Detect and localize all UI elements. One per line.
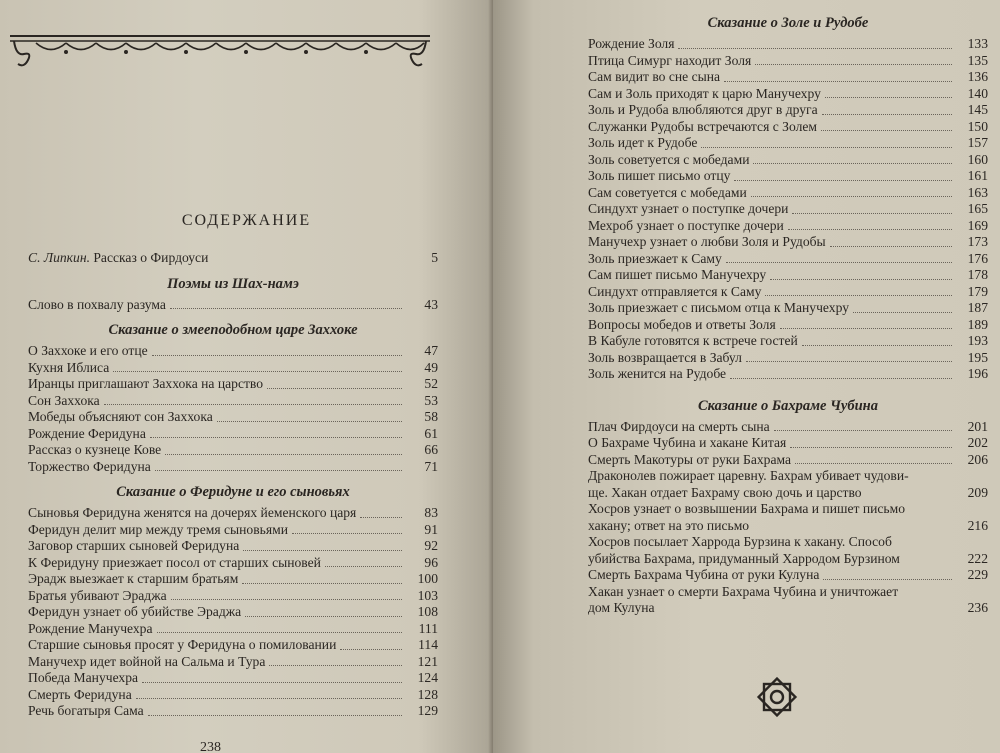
dot-leader [823, 579, 952, 580]
entry-title: Золь приезжает к Саму [588, 250, 722, 266]
dot-leader [701, 147, 952, 148]
toc-entry [588, 102, 988, 119]
toc-entry [588, 69, 988, 86]
entry-title: Плач Фирдоуси на смерть сына [588, 418, 770, 434]
dot-leader [753, 163, 952, 164]
page-number: 179 [967, 283, 988, 299]
entry-title-line: Хакан узнает о смерти Бахрама Чубина и уничтожает [588, 583, 899, 599]
page-number: 43 [424, 296, 438, 312]
toc-entry [28, 621, 438, 638]
entry-title: Смерть Бахрама Чубина от руки Кулуна [588, 567, 820, 582]
right-page [493, 0, 1000, 753]
dot-leader [678, 48, 952, 49]
dot-leader [325, 566, 402, 567]
section-subheading: Сказание о Бахраме Чубина [698, 397, 878, 414]
toc-entry [588, 317, 988, 334]
entry-title-line: Хосров узнает о возвышении Бахрама и пишет письмо [588, 501, 906, 516]
toc-entry [28, 343, 438, 360]
entry-title: Синдухт отправляется к Саму [588, 283, 762, 299]
page-number: 133 [967, 36, 988, 51]
page-number: 229 [967, 567, 988, 582]
page-number: 145 [967, 102, 988, 117]
toc-entry [28, 376, 438, 393]
toc-entry [28, 654, 438, 671]
toc-entry [588, 185, 988, 202]
page-number: 121 [417, 653, 438, 669]
entry-title: Манучехр идет войной на Сальма и Тура [28, 653, 266, 669]
toc-entry [588, 435, 988, 452]
dot-leader [770, 279, 952, 280]
entry-title: Заговор старших сыновей Феридуна [28, 538, 240, 553]
dot-leader [755, 64, 952, 65]
toc-entry [28, 459, 438, 476]
dot-leader [795, 463, 952, 464]
page-number: 169 [967, 217, 988, 233]
entry-title: Братья убивают Эраджа [28, 587, 167, 603]
dot-leader [726, 262, 952, 263]
dot-leader [170, 308, 402, 309]
entry-title: Птица Симург находит Золя [588, 52, 752, 68]
entry-title-line: хакану; ответ на это письмо [588, 517, 750, 533]
page-number: 108 [417, 604, 438, 619]
entry-title: В Кабуле готовятся к встрече гостей [588, 333, 798, 348]
page-number: 96 [424, 554, 438, 570]
toc-entry [28, 505, 438, 522]
page-number: 165 [967, 201, 988, 216]
dot-leader [152, 355, 402, 356]
toc-entry [588, 333, 988, 350]
dot-leader [780, 328, 952, 329]
toc-entry [28, 409, 438, 426]
page-number: 236 [967, 600, 988, 615]
toc-entry [28, 604, 438, 621]
entry-title: Сам и Золь приходят к царю Манучехру [588, 85, 821, 101]
toc-entry [588, 567, 988, 584]
page-number: 49 [424, 359, 438, 375]
page-number: 193 [967, 333, 988, 348]
page-number: 47 [424, 343, 438, 358]
page-number: 187 [967, 300, 988, 315]
page-number: 136 [967, 69, 988, 84]
entry-title: Кухня Иблиса [28, 359, 110, 375]
toc-entry [588, 86, 988, 103]
knot-ornament-icon [754, 674, 800, 720]
ornament-border-icon [6, 30, 434, 74]
page-number: 150 [967, 118, 988, 134]
page-number: 111 [418, 620, 438, 636]
toc-entry [28, 360, 438, 377]
page-number: 201 [967, 418, 988, 434]
dot-leader [774, 430, 952, 431]
section-subheading: Поэмы из Шах-намэ [167, 275, 299, 292]
entry-title: К Феридуну приезжает посол от старших сыновей [28, 554, 321, 570]
toc-entry [588, 168, 988, 185]
page-number: 71 [424, 458, 438, 474]
dot-leader [155, 470, 402, 471]
page-number: 92 [424, 538, 438, 553]
dot-leader [171, 599, 402, 600]
entry-title: Золь пишет письмо отцу [588, 168, 731, 183]
page-number: 189 [967, 316, 988, 332]
toc-entry [588, 135, 988, 152]
toc-entry [28, 670, 438, 687]
dot-leader [142, 682, 402, 683]
dot-leader [730, 378, 952, 379]
toc-entry [588, 366, 988, 383]
page-number: 53 [424, 392, 438, 408]
entry-title-line: ще. Хакан отдает Бахраму свою дочь и царство [588, 484, 862, 500]
page-number: 5 [431, 250, 438, 265]
contents-heading: СОДЕРЖАНИЕ [181, 212, 312, 229]
dot-leader [822, 114, 952, 115]
toc-entry [28, 555, 438, 572]
page-number: 222 [967, 550, 988, 566]
dot-leader [792, 213, 952, 214]
dot-leader [830, 246, 952, 247]
entry-title: Золь возвращается в Забул [588, 349, 742, 365]
entry-title: Золь женится на Рудобе [588, 366, 727, 381]
page-number: 176 [967, 250, 988, 266]
toc-entry [28, 637, 438, 654]
toc-entry [588, 300, 988, 317]
entry-title: Мехроб узнает о поступке дочери [588, 217, 784, 233]
page-number: 129 [417, 703, 438, 718]
entry-title: О Заххоке и его отце [28, 343, 148, 358]
dot-leader [104, 404, 402, 405]
toc-entry [588, 468, 988, 501]
page-number: 173 [967, 234, 988, 249]
dot-leader [340, 649, 402, 650]
entry-title-line: Хосров посылает Харрода Бурзина к хакану. Способ [588, 534, 892, 549]
left-page [0, 0, 493, 753]
entry-title-line: убийства Бахрама, придуманный Харродом Бурзином [588, 550, 900, 566]
dot-leader [267, 388, 402, 389]
toc-entry [28, 703, 438, 720]
toc-entry [588, 284, 988, 301]
dot-leader [165, 454, 402, 455]
entry-title: Мобеды объясняют сон Заххока [28, 409, 213, 424]
section-subheading: Сказание о змееподобном царе Заххоке [108, 322, 358, 338]
toc-entry [588, 452, 988, 469]
entry-title: Сыновья Феридуна женятся на дочерях йеменского царя [28, 505, 357, 520]
entry-title: Рассказ о Фирдоуси [93, 250, 209, 265]
toc-entry [588, 201, 988, 218]
dot-leader [853, 312, 952, 313]
entry-title-line: дом Кулуна [588, 600, 655, 615]
page-number: 157 [967, 135, 988, 150]
entry-title: Золь советуется с мобедами [588, 151, 750, 167]
page-number: 209 [967, 484, 988, 500]
page-number: 58 [424, 409, 438, 424]
page-number: 195 [967, 349, 988, 365]
entry-title: О Бахраме Чубина и хакане Китая [588, 435, 787, 450]
toc-entry [28, 588, 438, 605]
toc-entry [28, 538, 438, 555]
entry-title: Манучехр узнает о любви Золя и Рудобы [588, 234, 826, 249]
section-subheading: Сказание о Феридуне и его сыновьях [116, 484, 350, 500]
entry-title-line: Драконолев пожирает царевну. Бахрам убивает чудови- [588, 468, 909, 483]
toc-entry [588, 251, 988, 268]
page-number: 202 [967, 435, 988, 450]
toc-entry [588, 53, 988, 70]
page-number: 103 [417, 587, 438, 603]
dot-leader [269, 665, 402, 666]
toc-entry [588, 501, 988, 534]
entry-title: Рождение Манучехра [28, 620, 153, 636]
toc-entry [28, 250, 438, 267]
page-number: 216 [967, 517, 988, 533]
page-number: 160 [967, 151, 988, 167]
page-number: 206 [967, 451, 988, 467]
page-number: 140 [967, 85, 988, 101]
dot-leader [821, 130, 952, 131]
dot-leader [157, 632, 402, 633]
entry-title: Эрадж выезжает к старшим братьям [28, 571, 239, 586]
entry-title: Смерть Феридуна [28, 686, 132, 702]
dot-leader [724, 81, 952, 82]
page-number: 128 [417, 686, 438, 702]
toc-entry [28, 571, 438, 588]
page-number: 66 [424, 442, 438, 457]
page-number: 124 [417, 670, 438, 685]
toc-entry [588, 119, 988, 136]
entry-title: Золь и Рудоба влюбляются друг в друга [588, 102, 818, 117]
dot-leader [825, 97, 952, 98]
toc-entry [588, 218, 988, 235]
toc-left [28, 250, 438, 720]
page-number: 161 [967, 168, 988, 183]
entry-title: Феридун делит мир между тремя сыновьями [28, 521, 288, 537]
page-number: 178 [967, 267, 988, 282]
dot-leader [751, 196, 952, 197]
entry-title: Победа Манучехра [28, 670, 139, 685]
entry-title: Золь идет к Рудобе [588, 135, 698, 150]
entry-title: Сон Заххока [28, 392, 100, 408]
section-subheading: Сказание о Золе и Рудобе [707, 15, 869, 31]
page-number: 61 [424, 425, 438, 441]
toc-entry [28, 297, 438, 314]
entry-title: Феридун узнает об убийстве Эраджа [28, 604, 242, 619]
entry-title: Иранцы приглашают Заххока на царство [28, 376, 264, 391]
entry-title: Торжество Феридуна [28, 458, 151, 474]
dot-leader [746, 361, 952, 362]
author-name: С. Липкин. [28, 250, 90, 265]
page-number: 135 [967, 52, 988, 68]
toc-entry [28, 522, 438, 539]
entry-title: Слово в похвалу разума [28, 296, 166, 312]
entry-title: Сам видит во сне сына [588, 69, 721, 84]
page-number: 163 [967, 184, 988, 200]
toc-entry [588, 584, 988, 617]
dot-leader [113, 371, 402, 372]
dot-leader [217, 421, 402, 422]
dot-leader [734, 180, 952, 181]
entry-title: Рассказ о кузнеце Кове [28, 442, 162, 457]
page-number: 91 [424, 521, 438, 537]
dot-leader [150, 437, 402, 438]
entry-title: Рождение Золя [588, 36, 675, 51]
dot-leader [788, 229, 952, 230]
dot-leader [148, 715, 402, 716]
page-number: 83 [424, 505, 438, 520]
page-number: 52 [424, 376, 438, 391]
dot-leader [136, 698, 402, 699]
dot-leader [802, 345, 952, 346]
entry-title: Вопросы мобедов и ответы Золя [588, 316, 776, 332]
entry-title: Синдухт узнает о поступке дочери [588, 201, 789, 216]
dot-leader [242, 583, 402, 584]
toc-entry [28, 687, 438, 704]
page-number: 114 [418, 637, 438, 652]
dot-leader [243, 550, 402, 551]
entry-title: Сам пишет письмо Манучехру [588, 267, 767, 282]
page-number: 100 [417, 571, 438, 586]
entry-title: Рождение Феридуна [28, 425, 146, 441]
entry-title: Старшие сыновья просят у Феридуна о помиловании [28, 637, 337, 652]
toc-entry [28, 442, 438, 459]
entry-title: Золь приезжает с письмом отца к Манучехру [588, 300, 849, 315]
dot-leader [292, 533, 402, 534]
entry-title: Смерть Макотуры от руки Бахрама [588, 451, 792, 467]
toc-entry [588, 534, 988, 567]
dot-leader [765, 295, 952, 296]
entry-title: Служанки Рудобы встречаются с Золем [588, 118, 817, 134]
dot-leader [360, 517, 402, 518]
toc-right [588, 14, 988, 617]
page-number: 196 [967, 366, 988, 381]
toc-entry [588, 36, 988, 53]
toc-entry [588, 234, 988, 251]
entry-title: Сам советуется с мобедами [588, 184, 747, 200]
entry-title: Речь богатыря Сама [28, 703, 144, 718]
toc-entry [28, 393, 438, 410]
dot-leader [790, 447, 952, 448]
toc-entry [588, 419, 988, 436]
toc-entry [588, 152, 988, 169]
toc-entry [588, 350, 988, 367]
toc-entry [28, 426, 438, 443]
toc-entry [588, 267, 988, 284]
dot-leader [245, 616, 402, 617]
folio-number: 238 [200, 740, 221, 753]
